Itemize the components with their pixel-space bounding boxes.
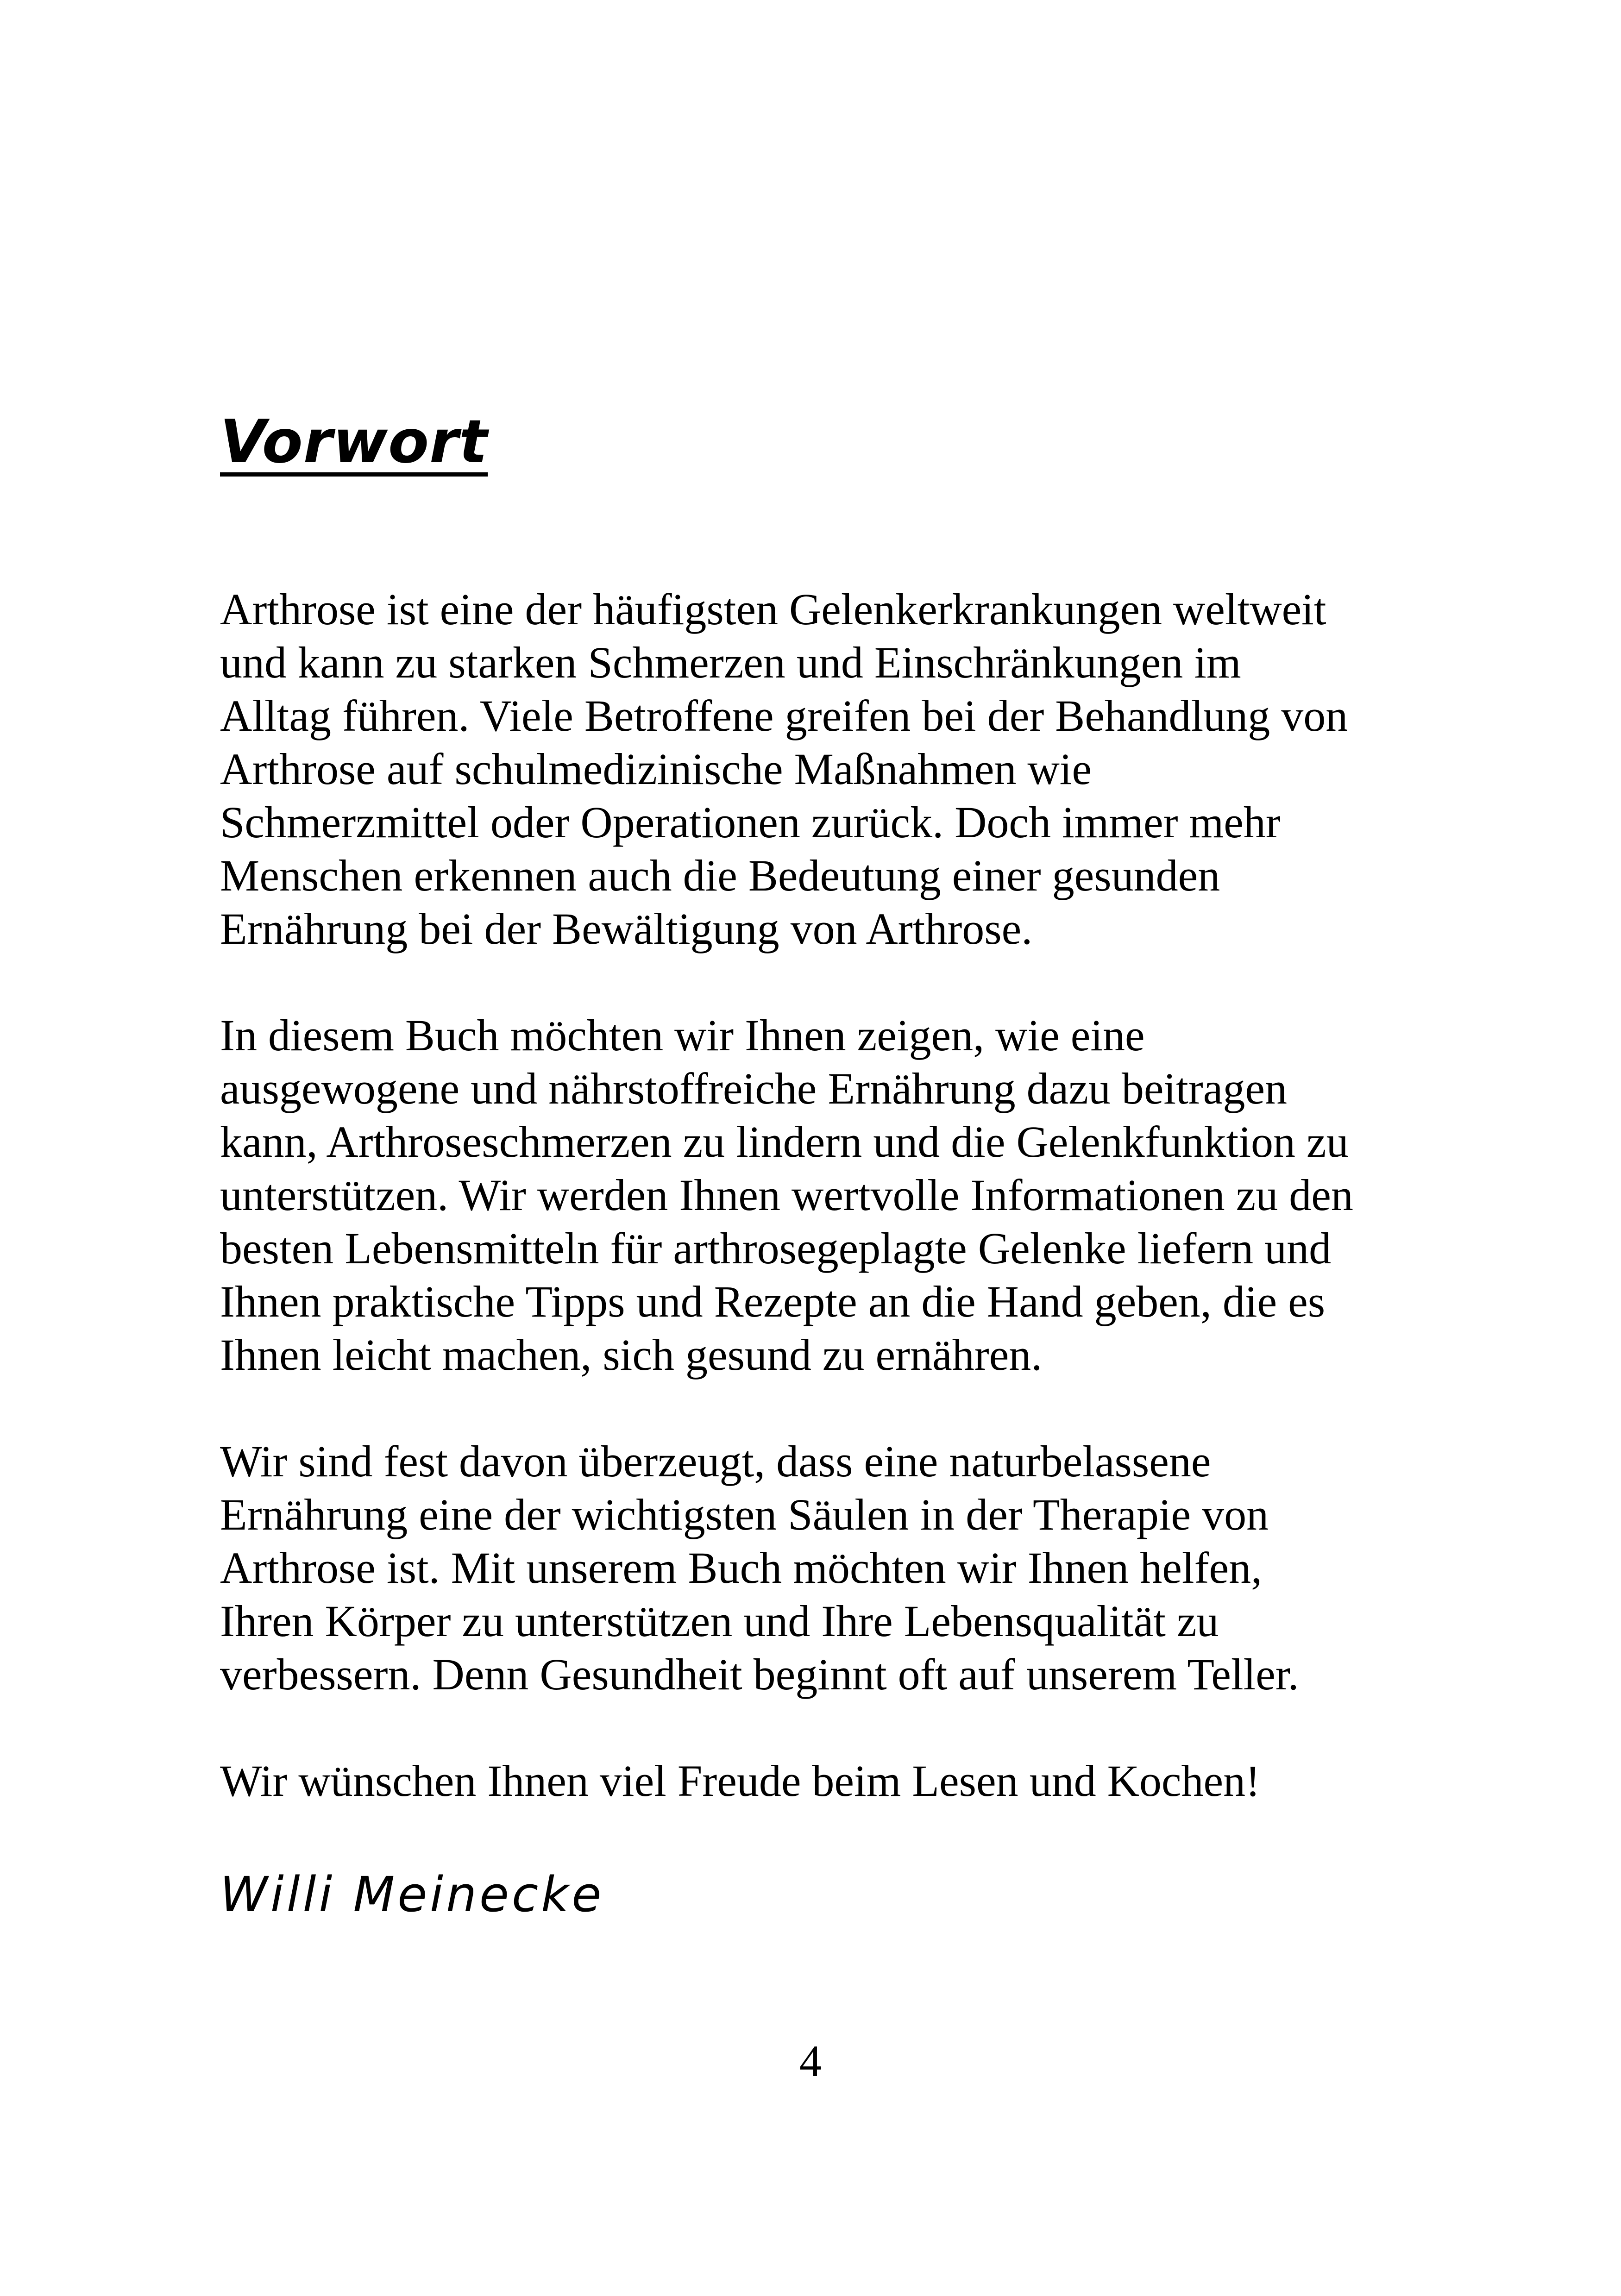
text-line: Arthrose ist. Mit unserem Buch möchten wir Ihnen helfen, — [220, 1543, 1263, 1593]
text-line: ausgewogene und nährstoffreiche Ernährung dazu beitragen — [220, 1064, 1287, 1113]
text-line: Ihren Körper zu unterstützen und Ihre Lebensqualität zu — [220, 1596, 1219, 1646]
text-line: Ihnen leicht machen, sich gesund zu ernähren. — [220, 1330, 1043, 1380]
text-line: Schmerzmittel oder Operationen zurück. Doch immer mehr — [220, 797, 1281, 847]
text-line: Ernährung eine der wichtigsten Säulen in der Therapie von — [220, 1490, 1269, 1539]
text-line: kann, Arthroseschmerzen zu lindern und die Gelenkfunktion zu — [220, 1117, 1349, 1167]
text-line: Arthrose ist eine der häufigsten Gelenkerkrankungen weltweit — [220, 584, 1326, 634]
chapter-title: Vorwort — [220, 408, 488, 477]
paragraph-4 — [220, 1754, 1433, 1807]
text-line: In diesem Buch möchten wir Ihnen zeigen, wie eine — [220, 1010, 1145, 1060]
text-line: und kann zu starken Schmerzen und Einschränkungen im — [220, 638, 1241, 687]
foreword-body — [220, 583, 1433, 1861]
author-signature: Willi Meinecke — [220, 1866, 604, 1923]
page-number: 4 — [799, 2036, 822, 2086]
text-line: Wir wünschen Ihnen viel Freude beim Lesen und Kochen! — [220, 1756, 1261, 1806]
text-line: Wir sind fest davon überzeugt, dass eine naturbelassene — [220, 1437, 1211, 1486]
paragraph-2 — [220, 1009, 1433, 1381]
text-line: unterstützen. Wir werden Ihnen wertvolle Informationen zu den — [220, 1170, 1353, 1220]
text-line: Menschen erkennen auch die Bedeutung einer gesunden — [220, 851, 1220, 900]
text-line: Alltag führen. Viele Betroffene greifen bei der Behandlung von — [220, 691, 1348, 740]
text-line: Ihnen praktische Tipps und Rezepte an die Hand geben, die es — [220, 1277, 1326, 1326]
text-line: Arthrose auf schulmedizinische Maßnahmen wie — [220, 744, 1092, 794]
text-line: Ernährung bei der Bewältigung von Arthrose. — [220, 904, 1033, 954]
text-line: besten Lebensmitteln für arthrosegeplagte Gelenke liefern und — [220, 1223, 1332, 1273]
paragraph-1 — [220, 583, 1433, 955]
text-line: verbessern. Denn Gesundheit beginnt oft auf unserem Teller. — [220, 1650, 1299, 1699]
paragraph-3 — [220, 1435, 1433, 1701]
